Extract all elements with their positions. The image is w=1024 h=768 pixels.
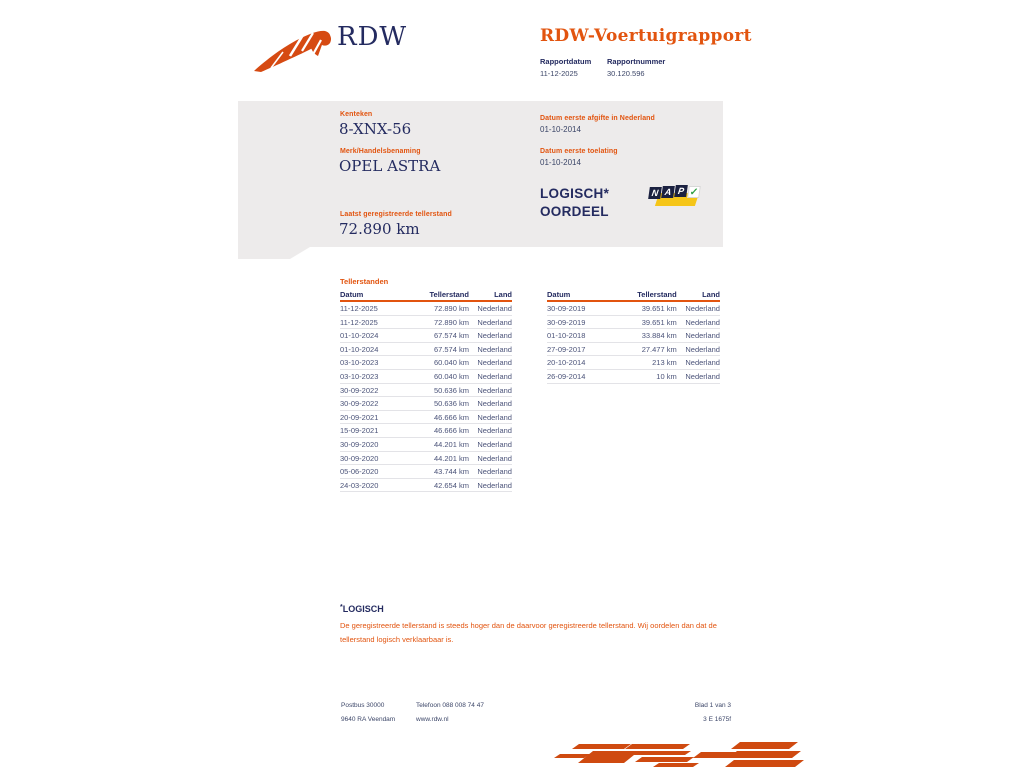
table-cell: 11-12-2025 xyxy=(340,317,378,327)
table-cell: 46.666 km xyxy=(433,426,469,436)
table-cell: 42.654 km xyxy=(433,480,469,490)
table-cell: 03-10-2023 xyxy=(340,371,379,381)
table-cell: Nederland xyxy=(477,453,512,463)
table-body xyxy=(340,302,512,492)
footer-page-info xyxy=(600,699,731,727)
table-cell: Nederland xyxy=(477,317,512,327)
table-cell: 15-09-2021 xyxy=(340,426,379,436)
table-cell: 20-09-2021 xyxy=(340,412,379,422)
tellerstanden-table-right xyxy=(547,289,720,384)
footer-address-line2: 9640 RA Veendam xyxy=(341,716,396,723)
table-cell: 39.651 km xyxy=(641,317,677,327)
report-date-label: Rapportdatum xyxy=(540,57,592,66)
table-cell: Nederland xyxy=(477,467,512,477)
col-header-land: Land xyxy=(494,290,512,299)
table-row xyxy=(547,370,720,384)
table-cell: 50.636 km xyxy=(433,399,469,409)
footnote-text: De geregistreerde tellerstand is steeds hoger dan de daarvoor geregistreerde tellerstand. Wij oordelen dan dat de tellerstand logisch verklaarbaar is. xyxy=(340,621,717,644)
tellerstand-label: Laatst geregistreerde tellerstand xyxy=(340,211,452,218)
footer-contact xyxy=(416,699,484,727)
table-cell: Nederland xyxy=(685,304,720,313)
rdw-stripe-decoration xyxy=(535,736,805,768)
kenteken-label: Kenteken xyxy=(340,111,373,118)
table-cell: 26-09-2014 xyxy=(547,371,586,381)
footer-phone: Telefoon 088 008 74 47 xyxy=(416,702,484,709)
col-header-datum: Datum xyxy=(547,290,571,299)
table-cell: 39.651 km xyxy=(641,304,677,313)
table-row xyxy=(340,356,512,370)
kenteken-value: 8-XNX-56 xyxy=(339,120,412,138)
table-cell: Nederland xyxy=(477,371,512,381)
tables-title: Tellerstanden xyxy=(340,277,389,286)
nap-letter-p: P xyxy=(674,185,688,197)
table-cell: Nederland xyxy=(685,371,720,381)
table-cell: Nederland xyxy=(685,358,720,368)
nap-letter-n: N xyxy=(648,187,662,199)
table-cell: 24-03-2020 xyxy=(340,480,379,490)
col-header-tellerstand: Tellerstand xyxy=(637,290,677,299)
tellerstand-value: 72.890 km xyxy=(339,220,420,238)
table-cell: 27.477 km xyxy=(641,344,677,354)
table-header xyxy=(340,289,512,302)
afgifte-label: Datum eerste afgifte in Nederland xyxy=(540,115,655,122)
table-cell: 20-10-2014 xyxy=(547,358,586,368)
rdw-bird-logo-icon xyxy=(253,26,335,72)
table-cell: 30-09-2022 xyxy=(340,399,379,409)
table-row xyxy=(340,424,512,438)
report-title: RDW-Voertuigrapport xyxy=(540,26,752,46)
table-row xyxy=(340,411,512,425)
table-cell: Nederland xyxy=(685,331,720,341)
footnote-asterisk: * xyxy=(340,604,343,611)
vehicle-summary-panel xyxy=(238,101,723,259)
report-date-value: 11-12-2025 xyxy=(540,69,578,78)
table-cell: 72.890 km xyxy=(433,317,469,327)
table-cell: Nederland xyxy=(477,331,512,341)
table-cell: Nederland xyxy=(477,358,512,368)
table-cell: 30-09-2020 xyxy=(340,439,379,449)
oordeel-line2: OORDEEL xyxy=(540,204,609,219)
table-cell: Nederland xyxy=(477,426,512,436)
footer-doc-code: 3 E 1675f xyxy=(703,716,731,723)
table-cell: 11-12-2025 xyxy=(340,304,378,313)
table-cell: 03-10-2023 xyxy=(340,358,379,368)
table-cell: 05-06-2020 xyxy=(340,467,379,477)
table-cell: 67.574 km xyxy=(433,331,469,341)
nap-letter-a: A xyxy=(661,186,675,198)
table-cell: 27-09-2017 xyxy=(547,344,586,354)
footer-address-line1: Postbus 30000 xyxy=(341,702,385,709)
report-number-value: 30.120.596 xyxy=(607,69,645,78)
table-cell: 60.040 km xyxy=(433,358,469,368)
footer-page-number: Blad 1 van 3 xyxy=(694,702,731,709)
table-row xyxy=(340,479,512,493)
table-cell: Nederland xyxy=(477,399,512,409)
table-cell: 33.884 km xyxy=(641,331,677,341)
table-cell: Nederland xyxy=(685,317,720,327)
table-cell: Nederland xyxy=(477,439,512,449)
table-cell: 72.890 km xyxy=(433,304,469,313)
table-cell: Nederland xyxy=(685,344,720,354)
table-cell: Nederland xyxy=(477,385,512,395)
table-row xyxy=(547,302,720,316)
table-cell: 10 km xyxy=(656,371,677,381)
table-row xyxy=(340,316,512,330)
table-row xyxy=(340,438,512,452)
col-header-datum: Datum xyxy=(340,290,364,299)
table-cell: 01-10-2018 xyxy=(547,331,586,341)
footnote-title xyxy=(340,604,384,614)
table-row xyxy=(547,356,720,370)
table-row xyxy=(340,452,512,466)
table-cell: 30-09-2022 xyxy=(340,385,379,395)
table-row xyxy=(340,343,512,357)
table-cell: 43.744 km xyxy=(433,467,469,477)
table-cell: Nederland xyxy=(477,304,512,313)
table-row xyxy=(340,370,512,384)
afgifte-value: 01-10-2014 xyxy=(540,125,581,134)
table-body xyxy=(547,302,720,384)
table-cell: 44.201 km xyxy=(433,453,469,463)
table-row xyxy=(340,397,512,411)
table-cell: 60.040 km xyxy=(433,371,469,381)
toelating-label: Datum eerste toelating xyxy=(540,148,618,155)
nap-check-icon: ✓ xyxy=(688,187,699,198)
table-cell: 01-10-2024 xyxy=(340,331,379,341)
merk-label: Merk/Handelsbenaming xyxy=(340,148,421,155)
report-number-label: Rapportnummer xyxy=(607,57,666,66)
table-cell: Nederland xyxy=(477,412,512,422)
oordeel-line1: LOGISCH* xyxy=(540,186,610,201)
table-row xyxy=(547,316,720,330)
footnote-title-text: LOGISCH xyxy=(342,604,384,614)
toelating-value: 01-10-2014 xyxy=(540,158,581,167)
table-cell: 30-09-2019 xyxy=(547,304,586,313)
table-row xyxy=(340,384,512,398)
tellerstanden-table-left xyxy=(340,289,512,492)
table-cell: 46.666 km xyxy=(433,412,469,422)
rdw-logo-text: RDW xyxy=(337,22,408,52)
table-row xyxy=(547,343,720,357)
table-cell: 213 km xyxy=(652,358,677,368)
table-cell: 67.574 km xyxy=(433,344,469,354)
table-cell: Nederland xyxy=(477,344,512,354)
table-cell: 44.201 km xyxy=(433,439,469,449)
footer-address xyxy=(341,699,395,727)
col-header-tellerstand: Tellerstand xyxy=(429,290,469,299)
col-header-land: Land xyxy=(702,290,720,299)
table-cell: 50.636 km xyxy=(433,385,469,395)
merk-value: OPEL ASTRA xyxy=(339,157,441,175)
table-header xyxy=(547,289,720,302)
table-row xyxy=(340,302,512,316)
table-cell: Nederland xyxy=(477,480,512,490)
table-row xyxy=(340,329,512,343)
table-cell: 01-10-2024 xyxy=(340,344,379,354)
table-cell: 30-09-2019 xyxy=(547,317,586,327)
nap-logo xyxy=(646,184,702,210)
table-cell: 30-09-2020 xyxy=(340,453,379,463)
table-row xyxy=(340,465,512,479)
footer-website-link[interactable]: www.rdw.nl xyxy=(416,716,449,723)
table-row xyxy=(547,329,720,343)
